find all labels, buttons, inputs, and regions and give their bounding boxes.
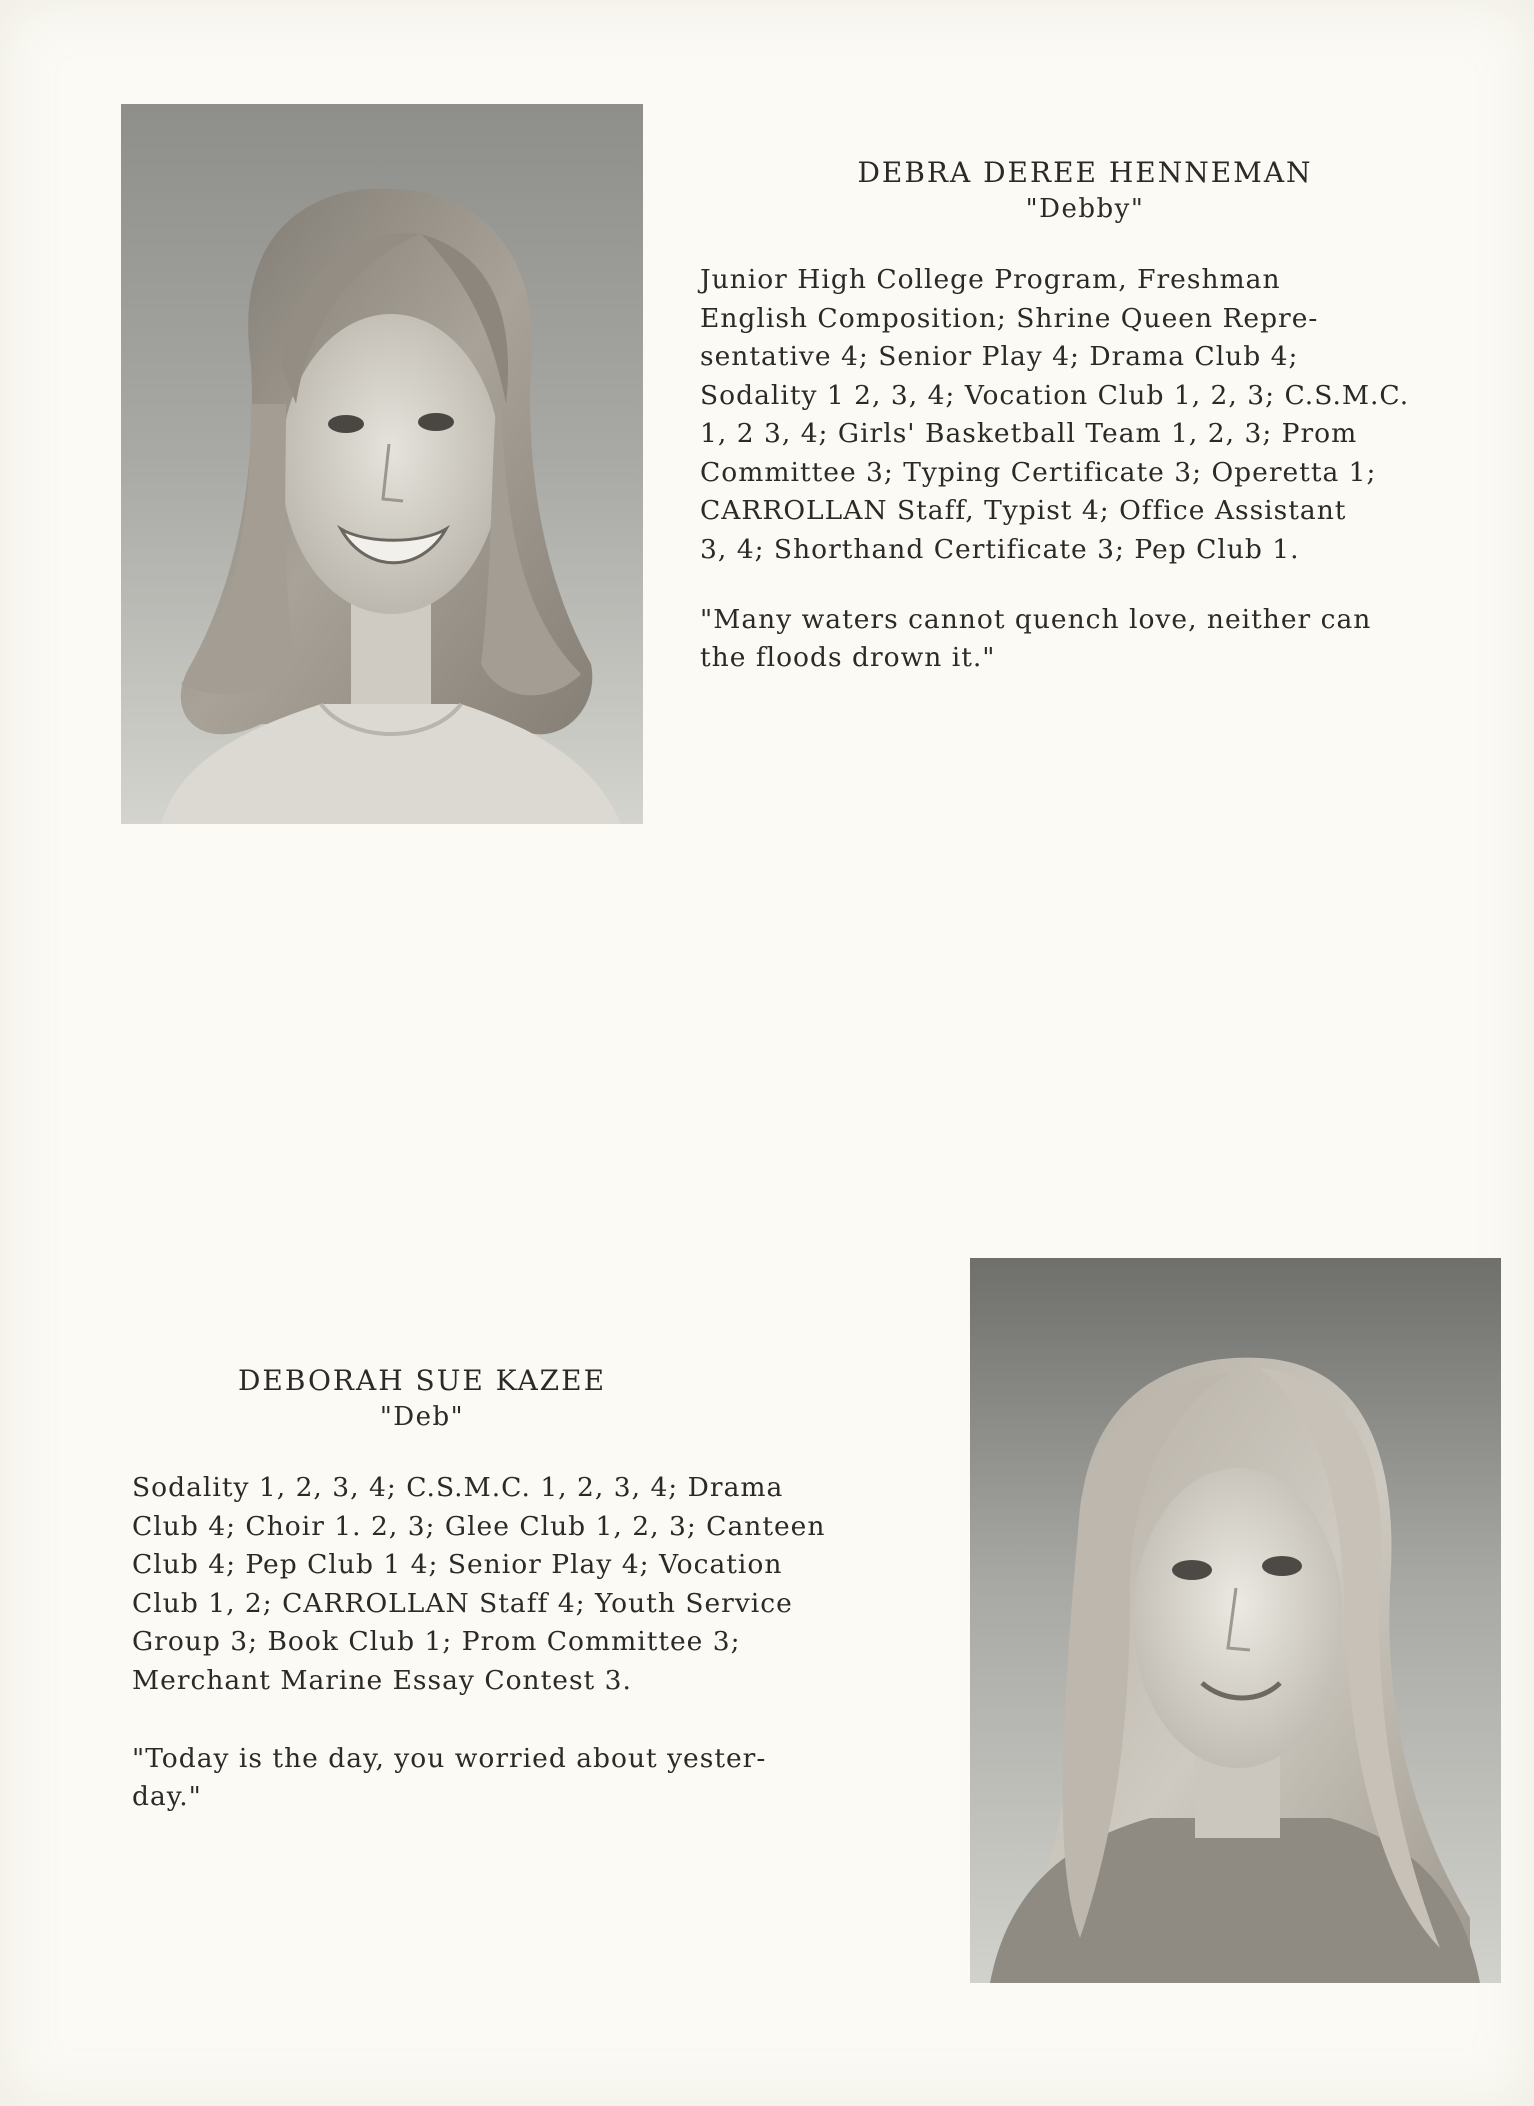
student-nickname: "Debby" (1025, 194, 1145, 224)
portrait-photo-icon (121, 104, 643, 824)
portrait-photo-kazee (970, 1258, 1501, 1983)
student-quote: "Many waters cannot quench love, neither can the floods drown it." (700, 604, 1372, 673)
student-entry-henneman (700, 155, 1500, 677)
portrait-photo-henneman (121, 104, 643, 824)
student-name: DEBORAH SUE KAZEE (237, 1364, 607, 1397)
student-quote: "Today is the day, you worried about yester- day." (132, 1743, 767, 1812)
student-name: DEBRA DEREE HENNEMAN (857, 156, 1313, 189)
portrait-photo-icon (970, 1258, 1501, 1983)
student-activities: Sodality 1, 2, 3, 4; C.S.M.C. 1, 2, 3, 4; Drama Club 4; Choir 1. 2, 3; Glee Club 1, 2, 3; Canteen Club 4; Pep Club 1 4; Senior Play 4; Vocation Club 1, 2; CARROLLAN Staff 4; Youth Service Group 3; Book Club 1; Prom Committee 3; Merchant Marine Essay Contest 3. (132, 1472, 826, 1696)
student-activities: Junior High College Program, Freshman English Composition; Shrine Queen Repre- sentative 4; Senior Play 4; Drama Club 4; Sodality 1 2, 3, 4; Vocation Club 1, 2, 3; C.S.M.C. 1, 2 3, 4; Girls' Basketball Team 1, 2, 3; Prom Committee 3; Typing Certificate 3; Operetta 1; CARROLLAN Staff, Typist 4; Office Assistant 3, 4; Shorthand Certificate 3; Pep Club 1. (700, 264, 1410, 565)
student-nickname: "Deb" (379, 1402, 465, 1432)
student-entry-kazee (132, 1363, 912, 1816)
